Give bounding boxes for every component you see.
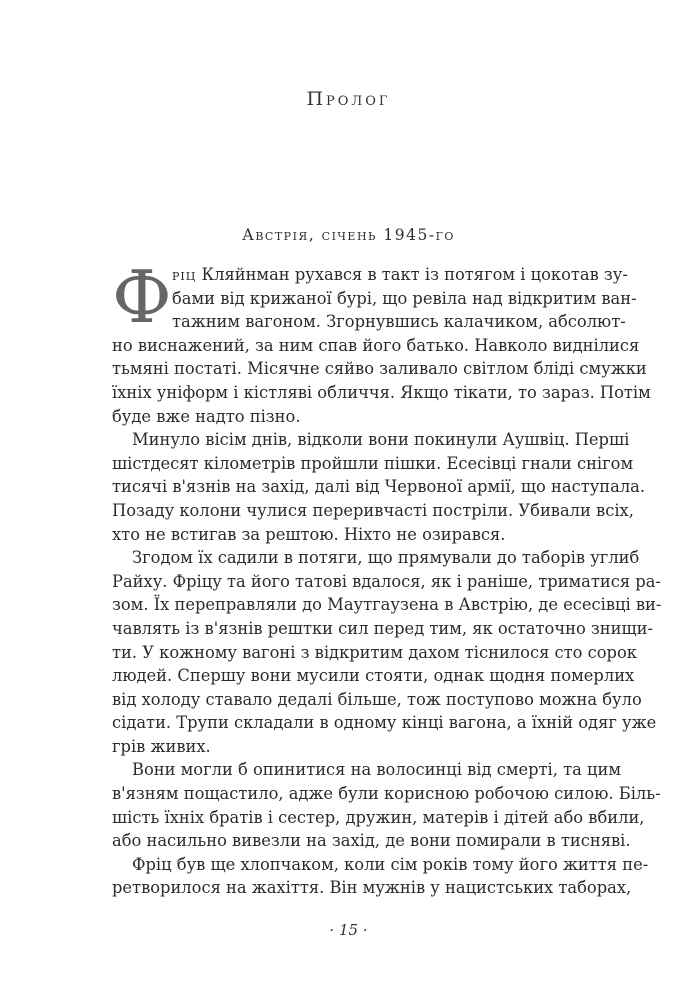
text-line: бами від крижаної бурі, що ревіла над відкритим ван- (172, 288, 637, 308)
paragraph-5 (112, 853, 649, 900)
text-line (172, 263, 628, 287)
paragraph-1 (112, 255, 651, 428)
text-line: шістдесят кілометрів пройшли пішки. Есесівці гнали снігом (112, 453, 634, 473)
text-line: Вони могли б опинитися на волосинці від смерті, та цим (132, 760, 621, 780)
text-line: Райху. Фріцу та його татові вдалося, як і раніше, триматися ра- (112, 571, 661, 591)
text-line: сідати. Трупи складали в одному кінці вагона, а їхній одяг уже (112, 713, 657, 733)
text-line-content: Кляйнман рухався в такт із потягом і цокотав зу- (196, 265, 628, 284)
drop-cap: Ф (112, 255, 172, 339)
text-line: Позаду колони чулися переривчасті постріли. Убивали всіх, (112, 500, 634, 520)
text-line: ретворилося на жахіття. Він мужнів у нацистських таборах, (112, 878, 632, 898)
text-line: тажним вагоном. Згорнувшись калачиком, абсолют- (172, 312, 626, 332)
text-line: в'язням пощастило, адже були корисною робочою силою. Біль- (112, 784, 661, 804)
text-line: Минуло вісім днів, відколи вони покинули Аушвіц. Перші (132, 430, 630, 450)
paragraph-4 (112, 758, 661, 852)
text-line: від холоду ставало дедалі більше, тож поступово можна було (112, 689, 642, 709)
text-line: чавлять із в'язнів рештки сил перед тим, як остаточно знищи- (112, 618, 653, 638)
text-line: їхніх уніформ і кістляві обличчя. Якщо тікати, то зараз. Потім (112, 382, 651, 402)
page-number: · 15 · (329, 921, 368, 939)
drop-cap-continuation: ріц (172, 265, 197, 284)
text-line: тьмяні постаті. Місячне сяйво заливало світлом бліді смужки (112, 359, 647, 379)
text-line: хто не встигав за рештою. Ніхто не озирався. (112, 524, 506, 544)
text-line: зом. Їх переправляли до Маутгаузена в Австрію, де есесівці ви- (112, 595, 662, 615)
text-line: людей. Спершу вони мусили стояти, однак щодня померлих (112, 666, 635, 686)
text-line: або насильно вивезли на захід, де вони помирали в тисняві. (112, 831, 631, 851)
text-line: ти. У кожному вагоні з відкритим дахом тіснилося сто сорок (112, 642, 637, 662)
chapter-title: Пролог (306, 88, 391, 110)
text-line: Фріц був ще хлопчаком, коли сім років тому його життя пе- (132, 854, 649, 874)
section-heading: Австрія, січень 1945-го (242, 226, 455, 244)
text-line: тисячі в'язнів на захід, далі від Червоної армії, що наступала. (112, 477, 646, 497)
paragraph-2 (112, 428, 646, 546)
text-line: буде вже надто пізно. (112, 406, 301, 426)
text-line: шість їхніх братів і сестер, дружин, матерів і дітей або вбили, (112, 807, 645, 827)
text-line: Згодом їх садили в потяги, що прямували до таборів углиб (132, 548, 640, 568)
text-line: грів живих. (112, 736, 211, 756)
text-line: но виснажений, за ним спав його батько. Навколо виднілися (112, 335, 640, 355)
body-text (112, 255, 662, 900)
paragraph-3 (112, 546, 662, 758)
